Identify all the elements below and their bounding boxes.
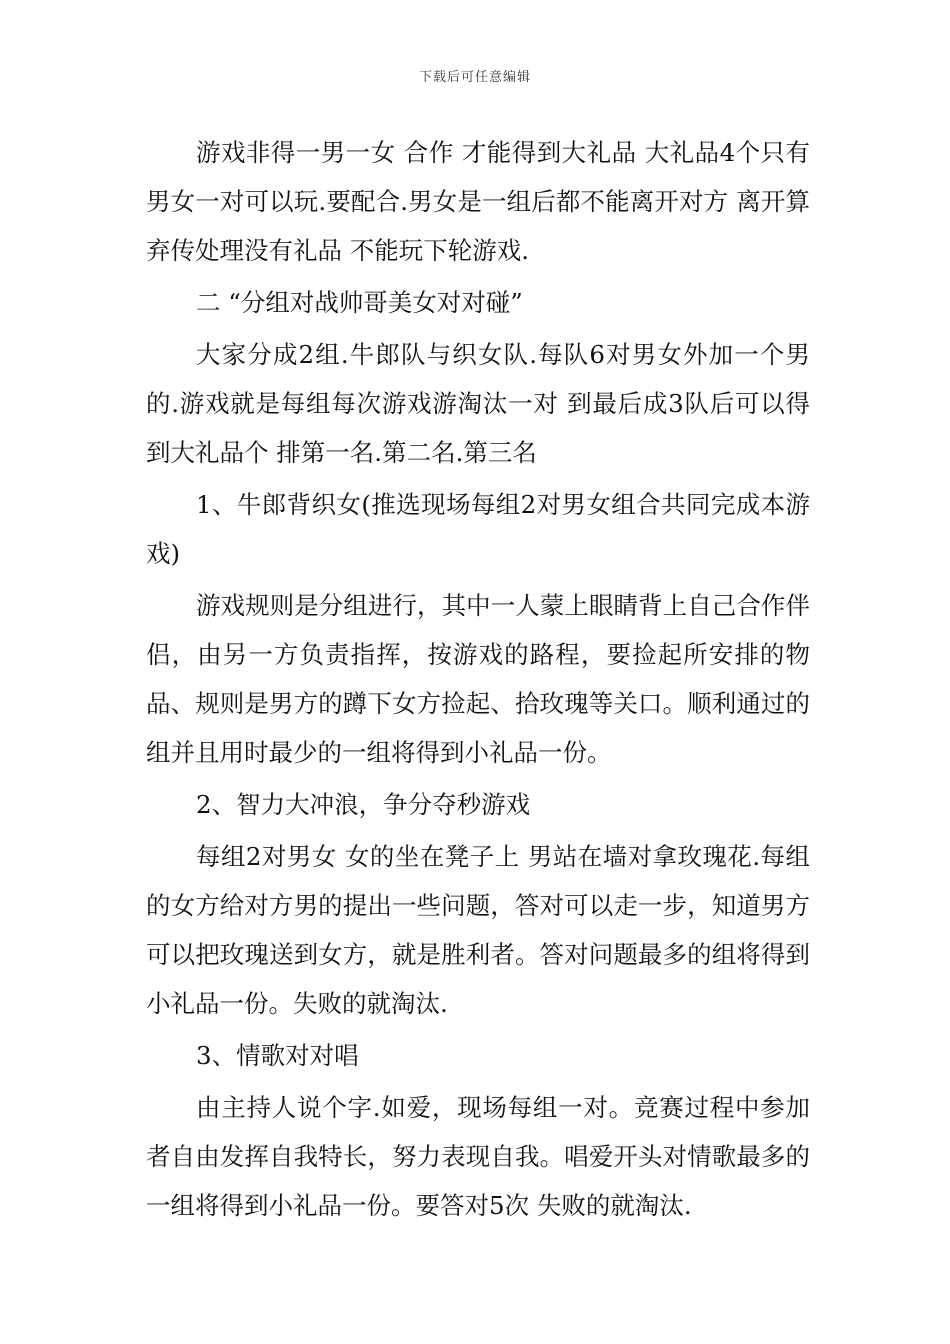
paragraph-game-1-rules: 游戏规则是分组进行，其中一人蒙上眼睛背上自己合作伴侣，由另一方负责指挥，按游戏的路程，要捡起所安排的物品、规则是男方的蹲下女方捡起、拾玫瑰等关口。顺利通过的组并且用时最少的一组将得到小礼品一份。 xyxy=(146,591,810,767)
paragraph-groups: 大家分成2组.牛郎队与织女队.每队6对男女外加一个男的.游戏就是每组每次游戏游淘汰一对 到最后成3队后可以得到大礼品个 排第一名.第二名.第三名 xyxy=(146,340,810,467)
item-heading-2: 2、智力大冲浪，争分夺秒游戏 xyxy=(196,790,531,819)
paragraph-game-3-rules: 由主持人说个字.如爱，现场每组一对。竞赛过程中参加者自由发挥自我特长，努力表现自我。唱爱开头对情歌最多的一组将得到小礼品一份。要答对5次 失败的就淘汰. xyxy=(146,1093,810,1220)
paragraph-game-2-rules: 每组2对男女 女的坐在凳子上 男站在墙对拿玫瑰花.每组的女方给对方男的提出一些问题，答对可以走一步，知道男方可以把玫瑰送到女方，就是胜利者。答对问题最多的组将得到小礼品一份。失败的就淘汰. xyxy=(146,842,810,1018)
paragraph-rules-intro: 游戏非得一男一女 合作 才能得到大礼品 大礼品4个只有男女一对可以玩.要配合.男女是一组后都不能离开对方 离开算弃传处理没有礼品 不能玩下轮游戏. xyxy=(146,138,810,265)
section-heading-group-battle: 二 “分组对战帅哥美女对对碰” xyxy=(196,288,523,317)
document-body xyxy=(146,128,810,1233)
item-heading-1: 1、牛郎背织女(推选现场每组2对男女组合共同完成本游戏) xyxy=(146,490,810,568)
item-heading-3: 3、情歌对对唱 xyxy=(196,1041,359,1070)
header-note: 下载后可任意编辑 xyxy=(418,70,531,85)
